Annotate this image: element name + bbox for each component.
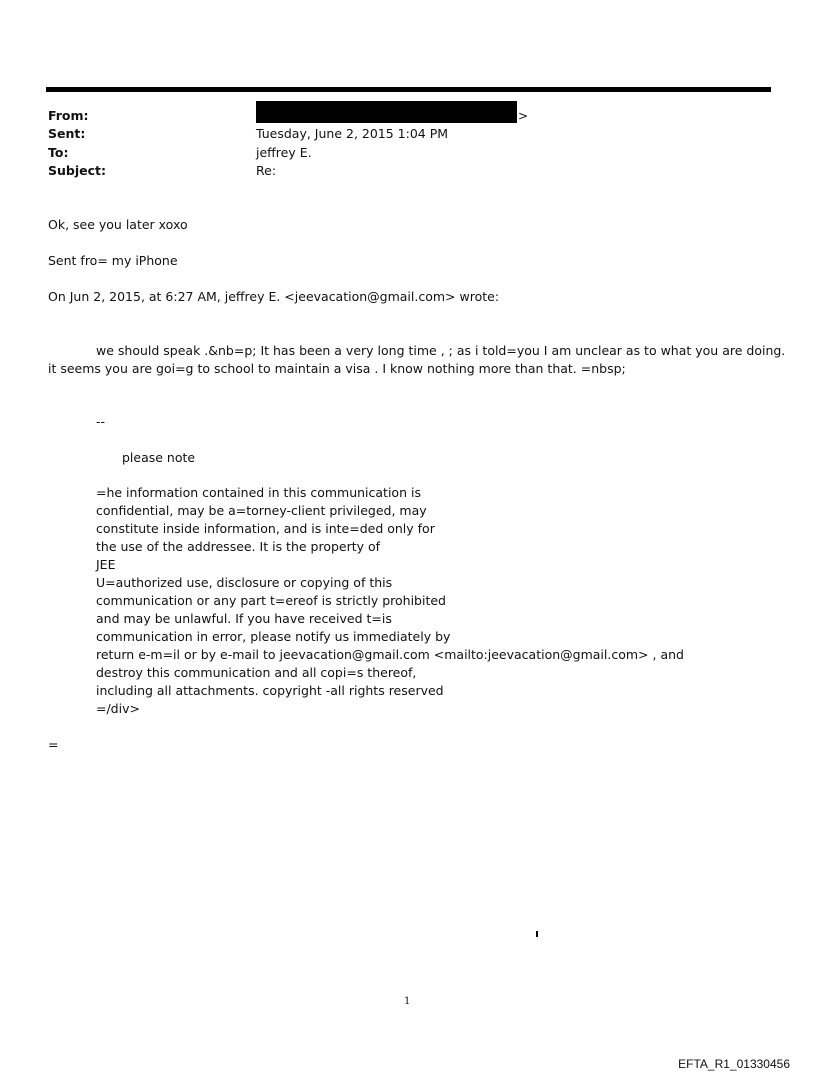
to-value: jeffrey E. bbox=[256, 145, 312, 160]
trailing-equals: = bbox=[48, 737, 59, 752]
bates-number: EFTA_R1_01330456 bbox=[678, 1057, 790, 1071]
from-label: From: bbox=[48, 108, 89, 123]
disclaimer-line: constitute inside information, and is inte=ded only for bbox=[96, 521, 435, 536]
to-label: To: bbox=[48, 145, 69, 160]
disclaimer-line: destroy this communication and all copi=s thereof, bbox=[96, 665, 417, 680]
stray-mark bbox=[536, 931, 538, 937]
body-line-sent-from: Sent fro= my iPhone bbox=[48, 253, 178, 268]
disclaimer-line: =he information contained in this communication is bbox=[96, 485, 421, 500]
disclaimer-line: U=authorized use, disclosure or copying of this bbox=[96, 575, 393, 590]
sent-label: Sent: bbox=[48, 126, 86, 141]
signature-separator: -- bbox=[96, 414, 106, 429]
from-value-suffix: > bbox=[518, 109, 529, 123]
disclaimer-line: and may be unlawful. If you have received t=is bbox=[96, 611, 392, 626]
disclaimer-line: communication in error, please notify us immediately by bbox=[96, 629, 451, 644]
please-note: please note bbox=[122, 450, 196, 465]
page-number: 1 bbox=[404, 996, 411, 1007]
header-rule bbox=[46, 87, 771, 92]
disclaimer-line: including all attachments. copyright -all rights reserved bbox=[96, 683, 444, 698]
disclaimer-line: =/div> bbox=[96, 701, 140, 716]
disclaimer-line: JEE bbox=[96, 557, 116, 572]
quote-intro: On Jun 2, 2015, at 6:27 AM, jeffrey E. <jeevacation@gmail.com> wrote: bbox=[48, 289, 500, 304]
quoted-paragraph-line-2: it seems you are goi=g to school to maintain a visa . I know nothing more than that. =nbsp; bbox=[48, 361, 626, 376]
quoted-paragraph-line-1: we should speak .&nb=p; It has been a very long time , ; as i told=you I am unclear as to what you are doing. bbox=[96, 343, 786, 358]
disclaimer-line: the use of the addressee. It is the property of bbox=[96, 539, 381, 554]
disclaimer-line: return e-m=il or by e-mail to jeevacation@gmail.com <mailto:jeevacation@gmail.com> , and bbox=[96, 647, 684, 662]
subject-label: Subject: bbox=[48, 163, 106, 178]
disclaimer-line: communication or any part t=ereof is strictly prohibited bbox=[96, 593, 446, 608]
disclaimer-line: confidential, may be a=torney-client privileged, may bbox=[96, 503, 427, 518]
sent-value: Tuesday, June 2, 2015 1:04 PM bbox=[256, 126, 449, 141]
subject-value: Re: bbox=[256, 163, 277, 178]
redaction-box bbox=[256, 101, 517, 123]
body-line-reply: Ok, see you later xoxo bbox=[48, 217, 188, 232]
